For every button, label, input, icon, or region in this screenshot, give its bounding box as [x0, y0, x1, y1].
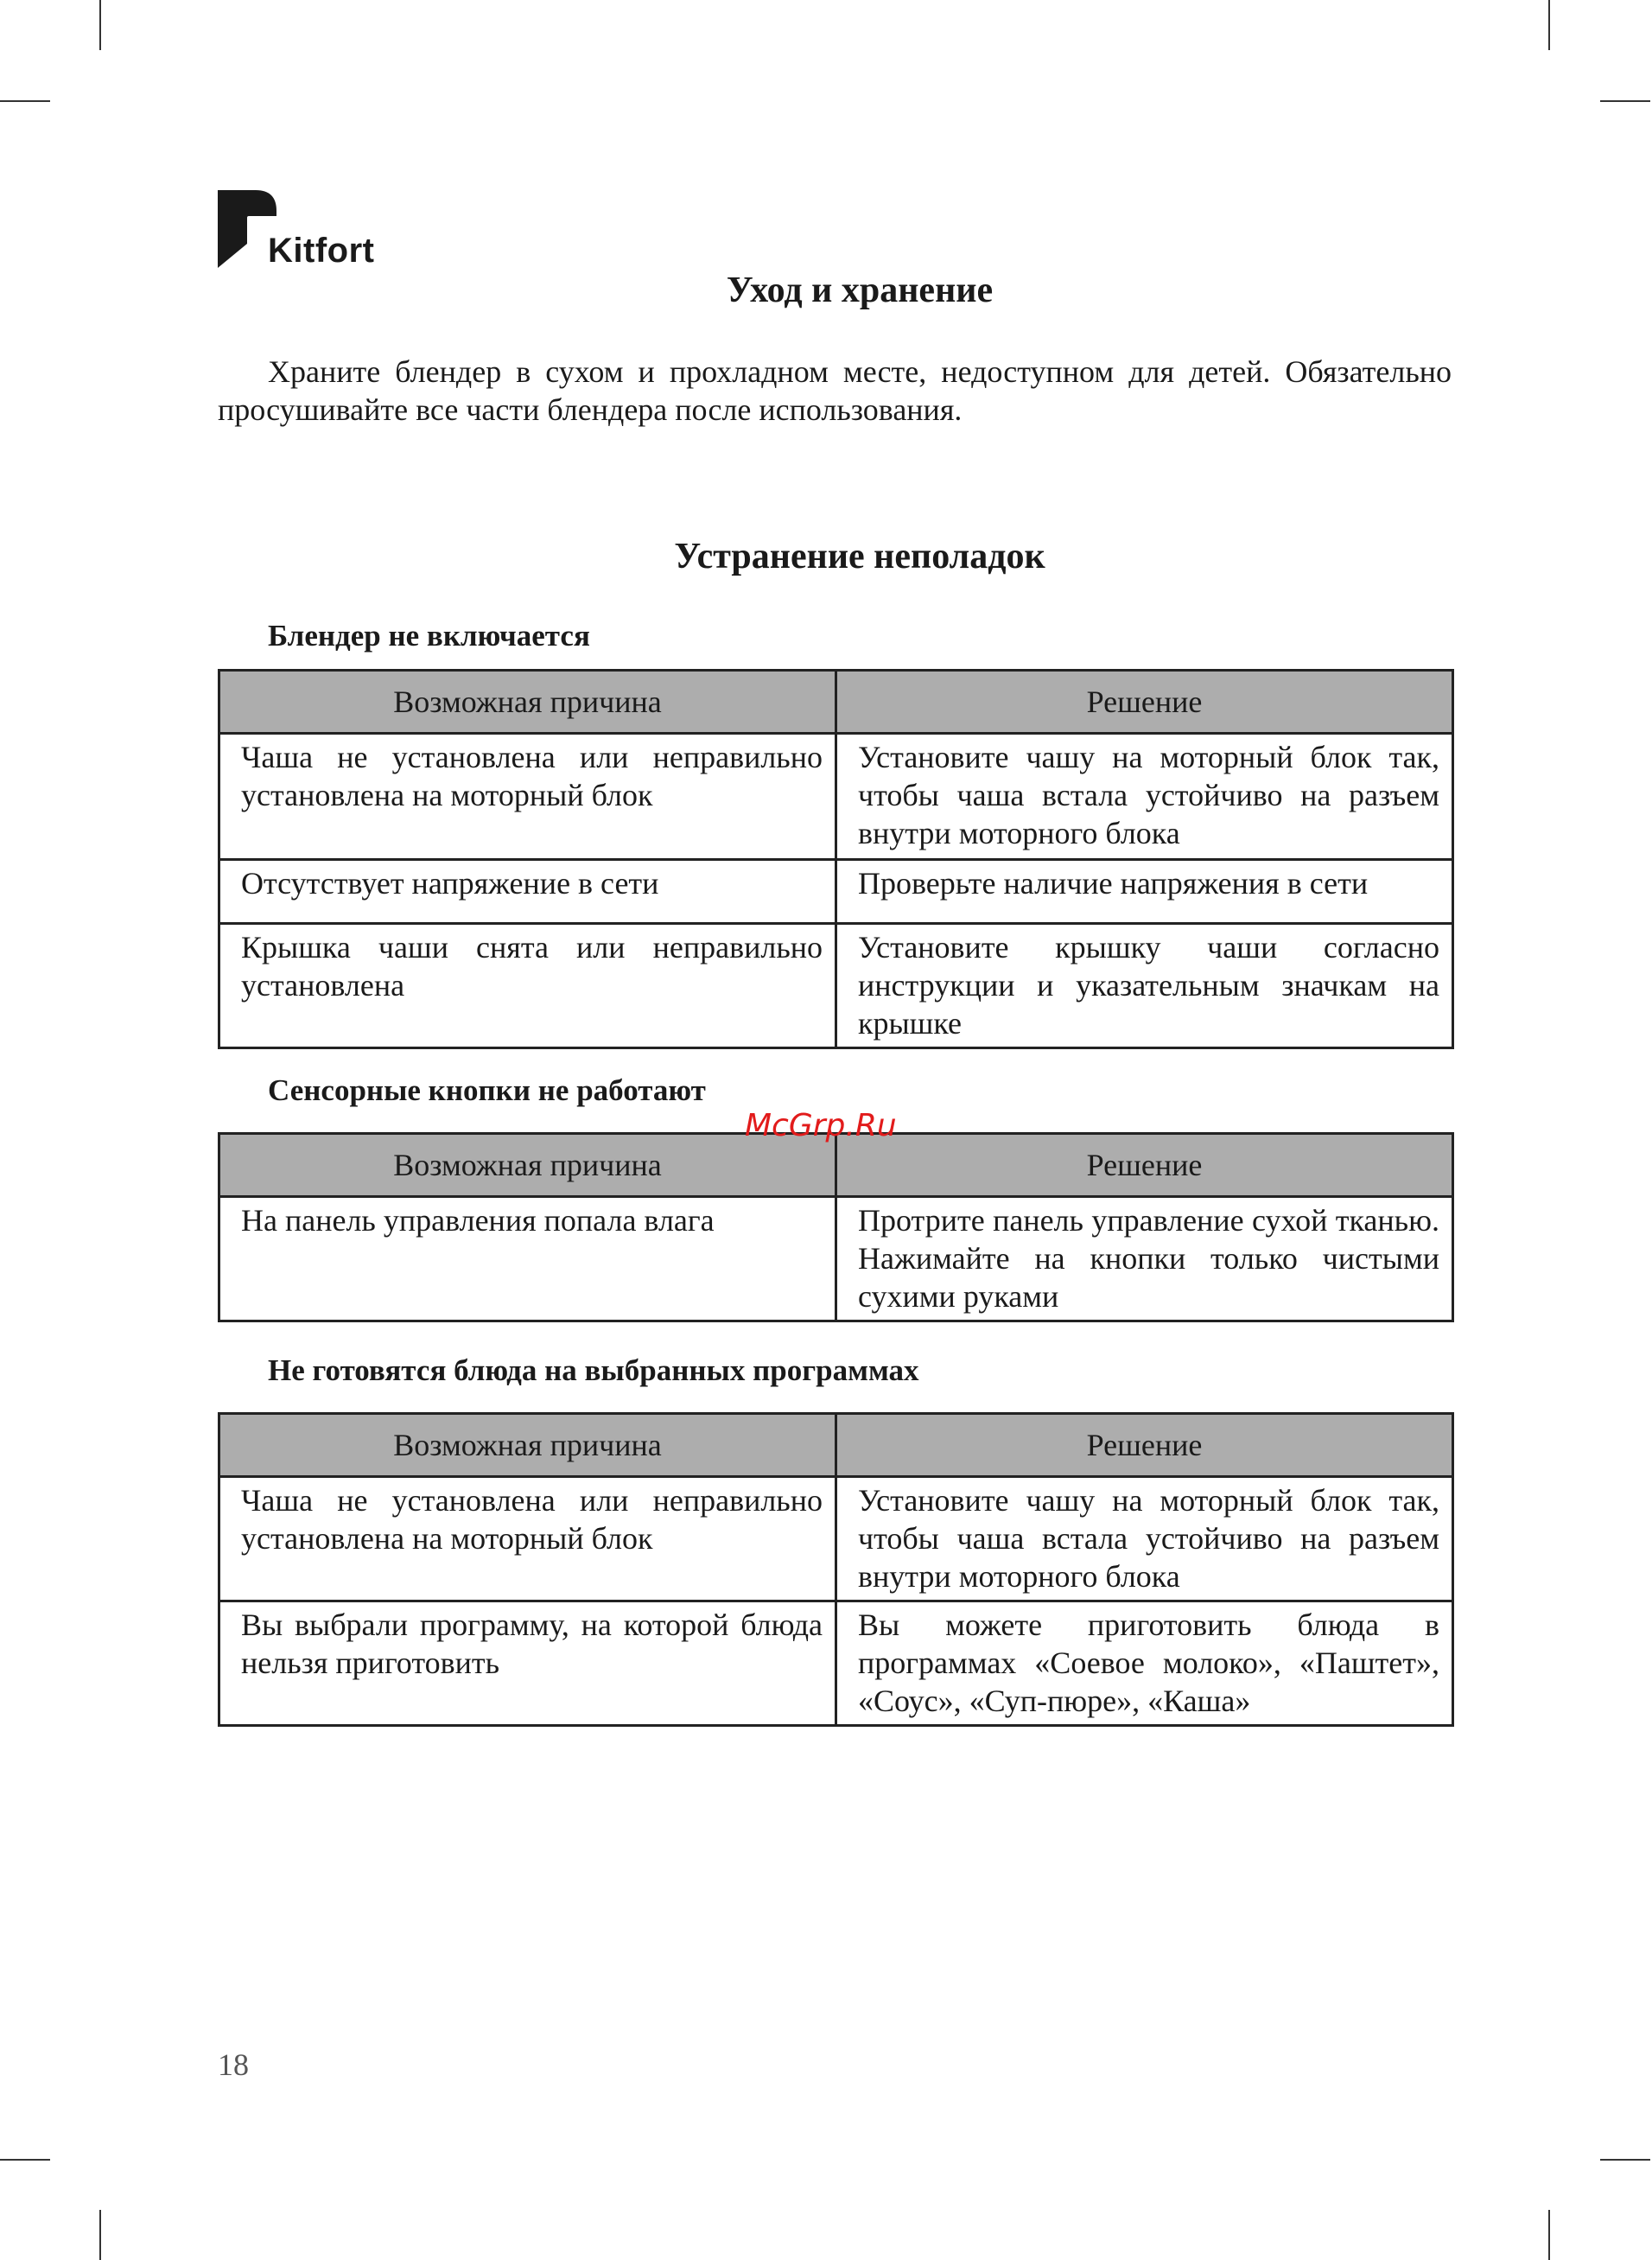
cause-cell: Чаша не установлена или неправильно установлена на моторный блок [219, 1477, 836, 1601]
troubleshooting-title: Устранение неполадок [674, 537, 1045, 576]
cause-cell: Вы выбрали программу, на которой блюда нельзя приготовить [219, 1601, 836, 1726]
crop-mark [99, 0, 101, 50]
solution-cell: Проверьте наличие напряжения в сети [836, 860, 1453, 924]
column-header-solution: Решение [836, 1134, 1453, 1197]
crop-mark [1600, 2159, 1650, 2161]
cause-cell: Крышка чаши снята или неправильно установлена [219, 924, 836, 1048]
cause-cell: Чаша не установлена или неправильно установлена на моторный блок [219, 734, 836, 860]
table-row [219, 734, 1453, 860]
section-heading: Блендер не включается [268, 619, 590, 653]
brand-logo [218, 190, 391, 277]
crop-mark [0, 100, 50, 102]
solution-cell: Установите крышку чаши согласно инструкции и указательным значкам на крышке [836, 924, 1453, 1048]
troubleshooting-table [218, 1132, 1454, 1322]
crop-mark [1548, 2210, 1550, 2260]
column-header-solution: Решение [836, 1414, 1453, 1477]
section-heading: Не готовятся блюда на выбранных программах [268, 1353, 919, 1387]
column-header-cause: Возможная причина [219, 1134, 836, 1197]
table-row [219, 1197, 1453, 1321]
solution-cell: Установите чашу на моторный блок так, чтобы чаша встала устойчиво на разъем внутри моторного блока [836, 734, 1453, 860]
column-header-cause: Возможная причина [219, 1414, 836, 1477]
solution-cell: Установите чашу на моторный блок так, чтобы чаша встала устойчиво на разъем внутри моторного блока [836, 1477, 1453, 1601]
troubleshooting-table [218, 1412, 1454, 1727]
section-heading: Сенсорные кнопки не работают [268, 1073, 706, 1107]
cause-cell: Отсутствует напряжение в сети [219, 860, 836, 924]
cause-cell: На панель управления попала влага [219, 1197, 836, 1321]
table-row [219, 924, 1453, 1048]
solution-cell: Протрите панель управление сухой тканью. Нажимайте на кнопки только чистыми сухими руками [836, 1197, 1453, 1321]
crop-mark [0, 2159, 50, 2161]
crop-mark [1548, 0, 1550, 50]
watermark: McGrp.Ru [745, 1108, 897, 1143]
crop-mark [99, 2210, 101, 2260]
column-header-cause: Возможная причина [219, 671, 836, 734]
solution-cell: Вы можете приготовить блюда в программах «Соевое молоко», «Паштет», «Соус», «Суп-пюре», «Каша» [836, 1601, 1453, 1726]
crop-mark [1600, 100, 1650, 102]
table-row [219, 1601, 1453, 1726]
column-header-solution: Решение [836, 671, 1453, 734]
brand-name: Kitfort [268, 232, 375, 270]
troubleshooting-table [218, 669, 1454, 1049]
table-row [219, 860, 1453, 924]
care-text-body: Храните блендер в сухом и прохладном месте, недоступном для детей. Обязательно просушивайте все части блендера после использования. [218, 354, 1452, 427]
care-text [218, 353, 1452, 429]
table-row [219, 1477, 1453, 1601]
page-number: 18 [218, 2047, 249, 2082]
care-title: Уход и хранение [726, 271, 994, 310]
